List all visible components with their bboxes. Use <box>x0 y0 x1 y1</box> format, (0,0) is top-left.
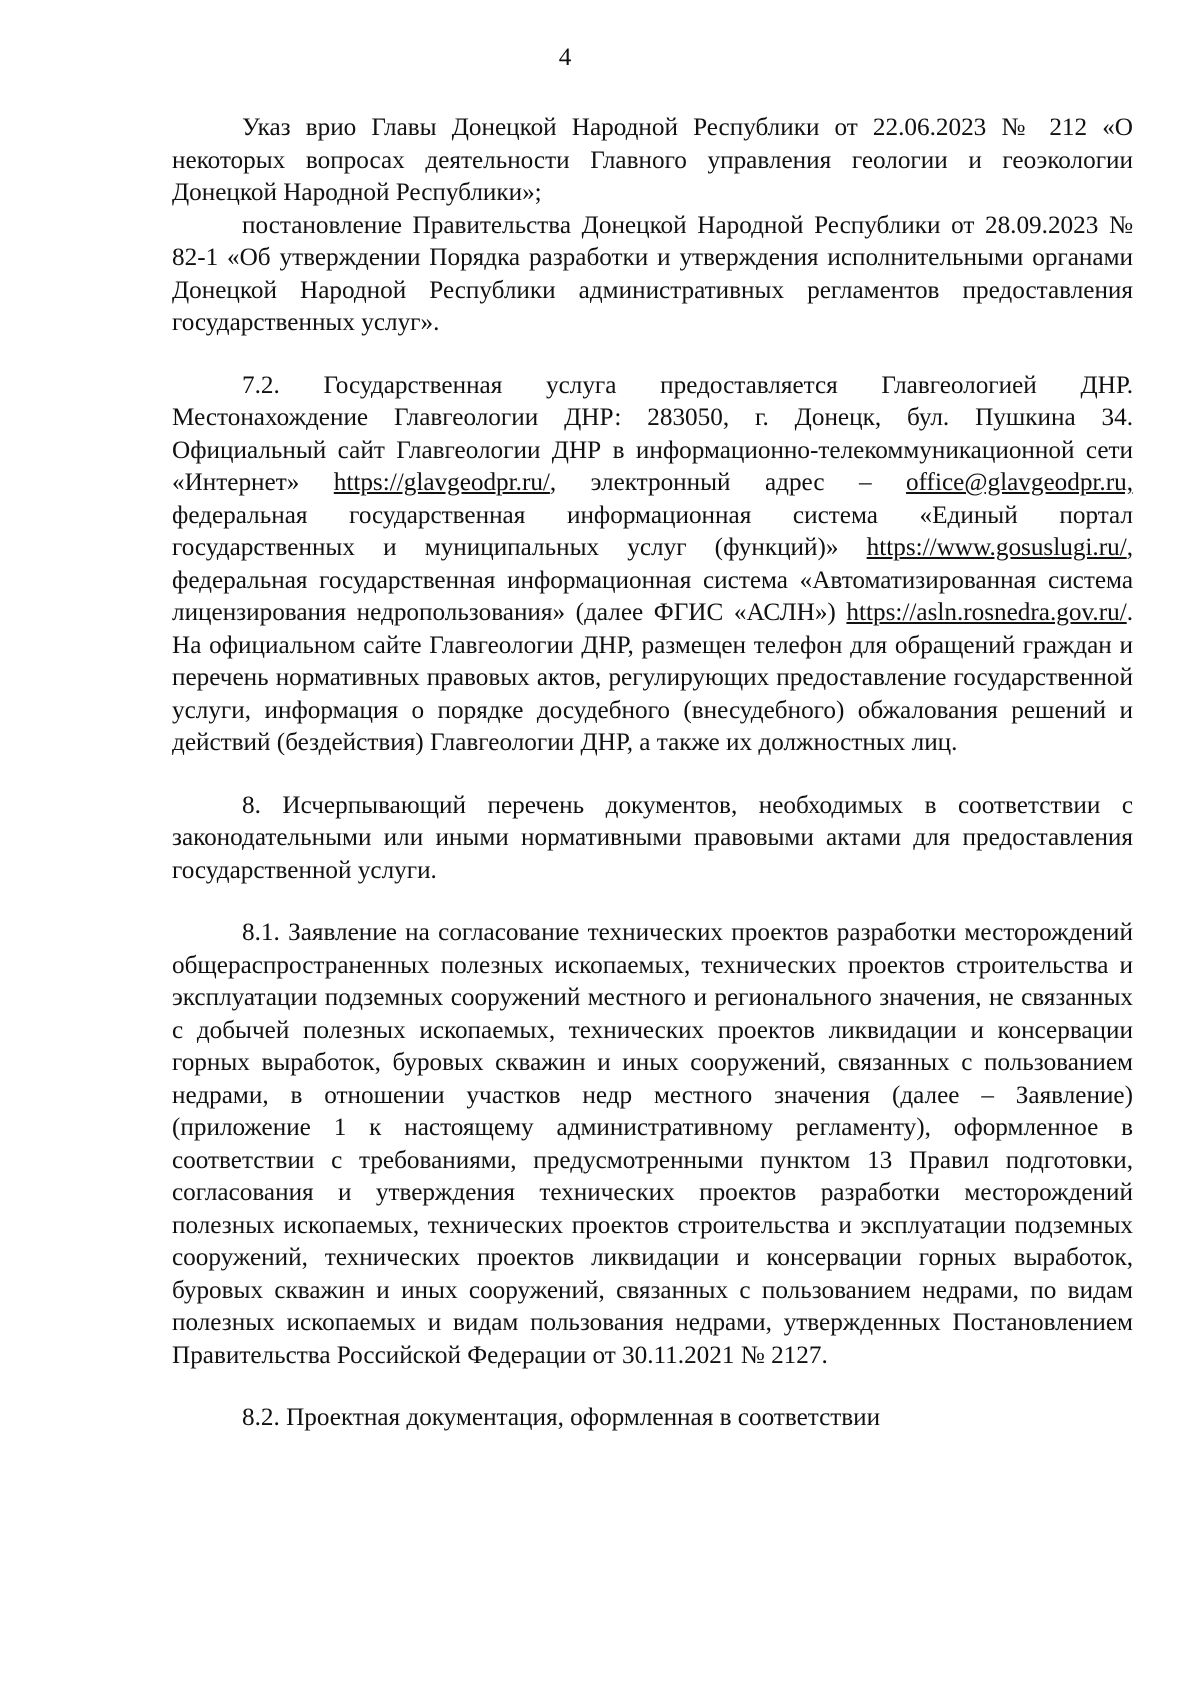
glavgeodpr-site-link[interactable]: https://glavgeodpr.ru/ <box>333 469 550 496</box>
paragraph-decree-reference: Указ врио Главы Донецкой Народной Республики от 22.06.2023 № 212 «О некоторых вопросах деятельности Главного управления геологии и геоэкологии Донецкой Народной Республики»; <box>172 114 1133 206</box>
page-number: 4 <box>558 44 572 71</box>
gosuslugi-link[interactable]: https://www.gosuslugi.ru/ <box>866 534 1127 561</box>
paragraph-7-2 <box>172 370 1133 760</box>
paragraph-7-2-text-3: федеральная государственная информационная система «Единый портал государственных и муниципальных услуг (функций)» <box>172 501 1133 561</box>
paragraph-7-2-text-5: . На официальном сайте Главгеологии ДНР, размещен телефон для обращений граждан и перечень нормативных правовых актов, регулирующих предоставление государственной услуги, информация о порядке досудебного (внесудебного) обжалования решений и действий (бездействия) Главгеологии ДНР, а также их должностных лиц. <box>172 599 1133 756</box>
paragraph-7-2-text-2: , электронный адрес – <box>549 469 907 496</box>
paragraph-7-2-text-4: , федеральная государственная информационная система «Автоматизированная система лицензирования недропользования» (далее ФГИС «АСЛН») <box>172 534 1133 626</box>
paragraph-7-2-text-1: 7.2. Государственная услуга предоставляется Главгеологией ДНР. Местонахождение Главгеологии ДНР: 283050, г. Донецк, бул. Пушкина 34. Официальный сайт Главгеологии ДНР в информационно-телекоммуникационной сети «Интернет» <box>172 371 1133 496</box>
paragraph-8: 8. Исчерпывающий перечень документов, необходимых в соответствии с законодательными или иными нормативными правовыми актами для предоставления государственной услуги. <box>172 791 1133 884</box>
paragraph-8-2: 8.2. Проектная документация, оформленная в соответствии <box>242 1404 881 1431</box>
email-link[interactable]: office@glavgeodpr.ru, <box>906 469 1133 496</box>
paragraph-government-resolution: постановление Правительства Донецкой Народной Республики от 28.09.2023 № 82-1 «Об утверждении Порядка разработки и утверждения исполнительными органами Донецкой Народной Республики административных регламентов предоставления государственных услуг». <box>172 211 1133 336</box>
document-body <box>172 112 1133 1435</box>
asln-link[interactable]: https://asln.rosnedra.gov.ru/ <box>846 599 1127 626</box>
paragraph-8-1: 8.1. Заявление на согласование технических проектов разработки месторождений общераспространенных полезных ископаемых, технических проектов строительства и эксплуатации подземных сооружений местного и регионального значения, не связанных с добычей полезных ископаемых, технических проектов ликвидации и консервации горных выработок, буровых скважин и иных сооружений, связанных с пользованием недрами, в отношении участков недр местного значения (далее – Заявление) (приложение 1 к настоящему административному регламенту), оформленное в соответствии с требованиями, предусмотренными пунктом 13 Правил подготовки, согласования и утверждения технических проектов разработки месторождений полезных ископаемых, технических проектов строительства и эксплуатации подземных сооружений, технических проектов ликвидации и консервации горных выработок, буровых скважин и иных сооружений, связанных с пользованием недрами, по видам полезных ископаемых и видам пользования недрами, утвержденных Постановлением Правительства Российской Федерации от 30.11.2021 № 2127. <box>172 919 1133 1369</box>
